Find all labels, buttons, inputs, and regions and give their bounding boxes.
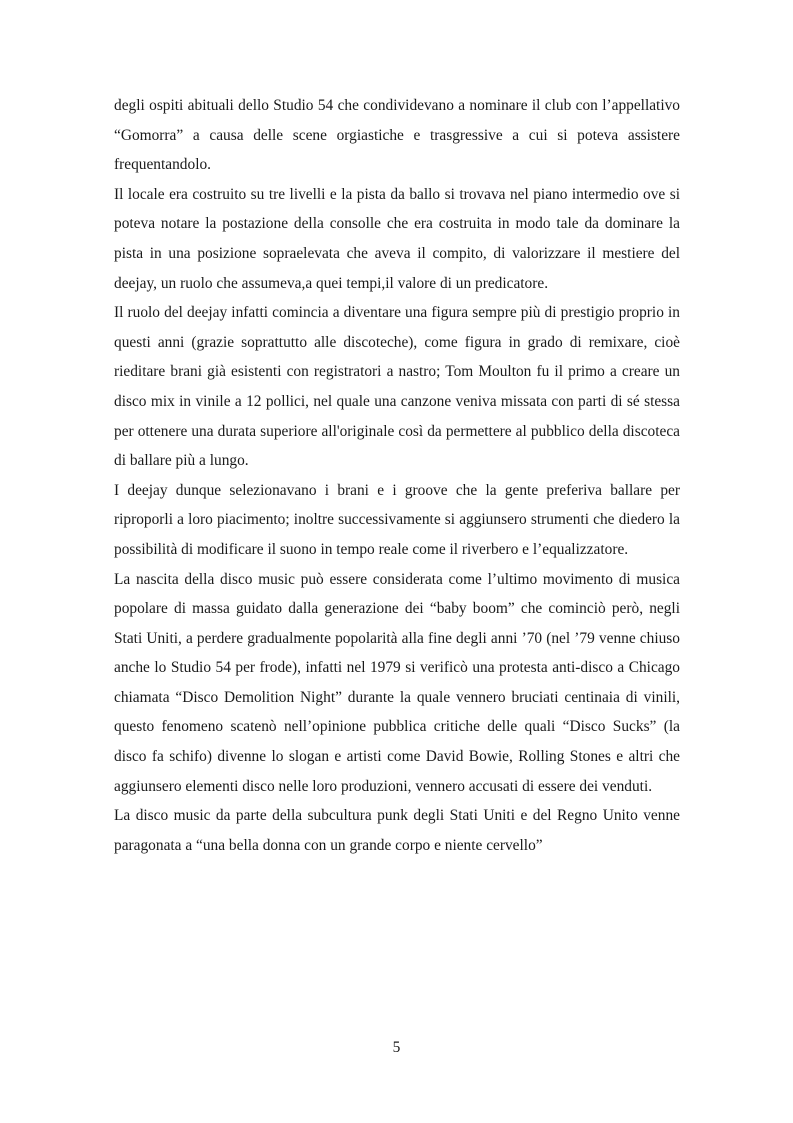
paragraph-venue-levels: Il locale era costruito su tre livelli e la pista da ballo si trovava nel piano intermedio ove si poteva notare la postazione della consolle che era costruita in modo tale da dominare la pista in una posizione sopraelevata che aveva il compito, di valorizzare il mestiere del deejay, un ruolo che assumeva,a quei tempi,il valore di un predicatore. xyxy=(114,185,680,292)
paragraph-punk-subculture: La disco music da parte della subcultura punk degli Stati Uniti e del Regno Unito venne paragonata a “una bella donna con un grande corpo e niente cervello” xyxy=(114,807,680,854)
paragraph-studio54-guests: degli ospiti abituali dello Studio 54 che condividevano a nominare il club con l’appellativo “Gomorra” a causa delle scene orgiastiche e trasgressive a cui si poteva assistere frequentandolo. xyxy=(114,97,680,174)
paragraph-deejay-role: Il ruolo del deejay infatti comincia a diventare una figura sempre più di prestigio proprio in questi anni (grazie soprattutto alle discoteche), come figura in grado di remixare, cioè rieditare brani già esistenti con registratori a nastro; Tom Moulton fu il primo a creare un disco mix in vinile a 12 pollici, nel quale una canzone veniva missata con parti di sé stessa per ottenere una durata superiore all'originale così da permettere al pubblico della discoteca di ballare più a lungo. xyxy=(114,304,680,470)
page-number: 5 xyxy=(392,1039,401,1056)
body-text xyxy=(114,91,680,860)
paragraph-disco-decline: La nascita della disco music può essere considerata come l’ultimo movimento di musica popolare di massa guidato dalla generazione dei “baby boom” che cominciò però, negli Stati Uniti, a perdere gradualmente popolarità alla fine degli anni ’70 (nel ’79 venne chiuso anche lo Studio 54 per frode), infatti nel 1979 si verificò una protesta anti-disco a Chicago chiamata “Disco Demolition Night” durante la quale vennero bruciati centinaia di vinili, questo fenomeno scatenò nell’opinione pubblica critiche delle quali “Disco Sucks” (la disco fa schifo) divenne lo slogan e artisti come David Bowie, Rolling Stones e altri che aggiunsero elementi disco nelle loro produzioni, vennero accusati di essere dei venduti. xyxy=(114,570,680,795)
paragraph-deejay-selection: I deejay dunque selezionavano i brani e i groove che la gente preferiva ballare per riproporli a loro piacimento; inoltre successivamente si aggiunsero strumenti che diedero la possibilità di modificare il suono in tempo reale come il riverbero e l’equalizzatore. xyxy=(114,481,680,558)
